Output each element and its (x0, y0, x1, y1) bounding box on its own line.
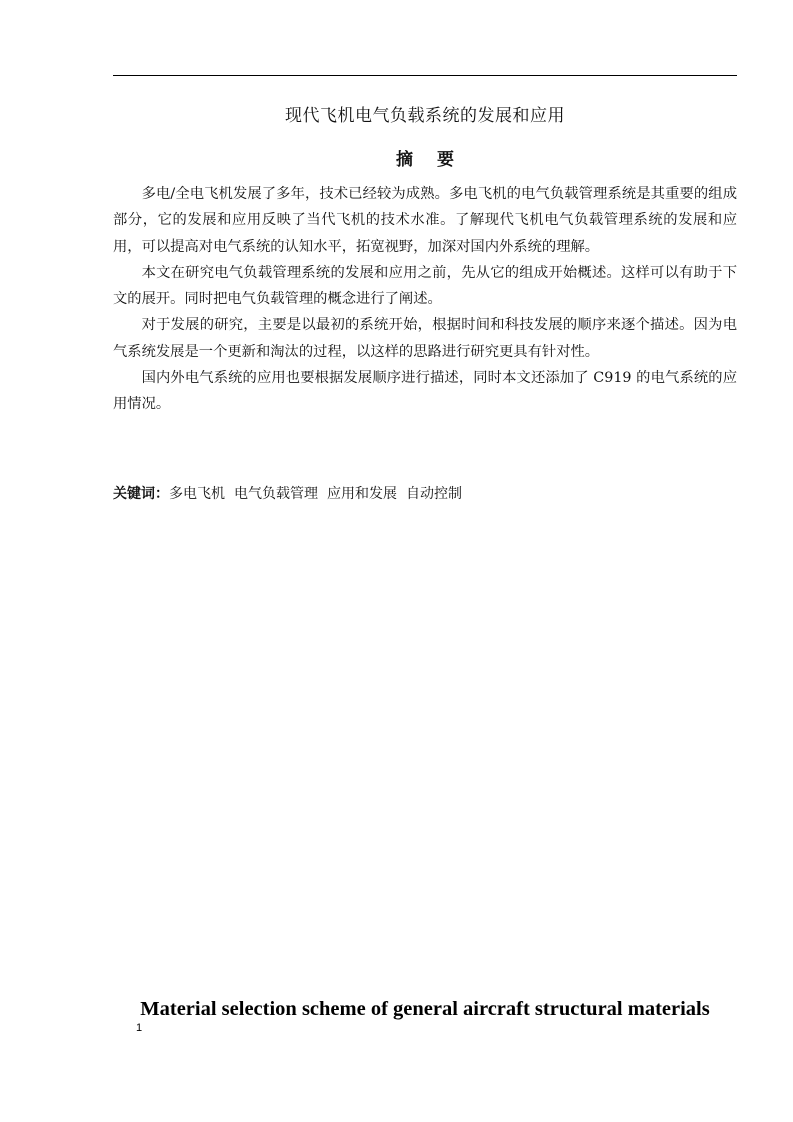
abstract-paragraph: 本文在研究电气负载管理系统的发展和应用之前，先从它的组成开始概述。这样可以有助于下文的展开。同时把电气负载管理的概念进行了阐述。 (113, 264, 737, 308)
keywords-line (113, 483, 737, 505)
english-title: Material selection scheme of general aircraft structural materials (140, 998, 710, 1020)
abstract-body (113, 181, 737, 418)
abstract-heading: 摘 要 (396, 150, 454, 170)
keyword-item: 电气负载管理 (234, 486, 318, 502)
abstract-paragraph: 多电/全电飞机发展了多年，技术已经较为成熟。多电飞机的电气负载管理系统是其重要的组成部分，它的发展和应用反映了当代飞机的技术水准。了解现代飞机电气负载管理系统的发展和应用，可以提高对电气系统的认知水平，拓宽视野，加深对国内外系统的理解。 (113, 186, 737, 255)
keyword-item: 自动控制 (406, 486, 462, 502)
keyword-item: 应用和发展 (327, 486, 397, 502)
abstract-paragraph: 国内外电气系统的应用也要根据发展顺序进行描述，同时本文还添加了 C919 的电气系统的应用情况。 (113, 370, 737, 413)
abstract-paragraph: 对于发展的研究，主要是以最初的系统开始，根据时间和科技发展的顺序来逐个描述。因为电气系统发展是一个更新和淘汰的过程，以这样的思路进行研究更具有针对性。 (113, 317, 737, 360)
document-title: 现代飞机电气负载系统的发展和应用 (285, 106, 565, 126)
keywords-label: 关键词： (113, 486, 169, 502)
keyword-item: 多电飞机 (169, 486, 225, 502)
page-number: 1 (136, 1022, 143, 1034)
header-rule (113, 75, 737, 76)
